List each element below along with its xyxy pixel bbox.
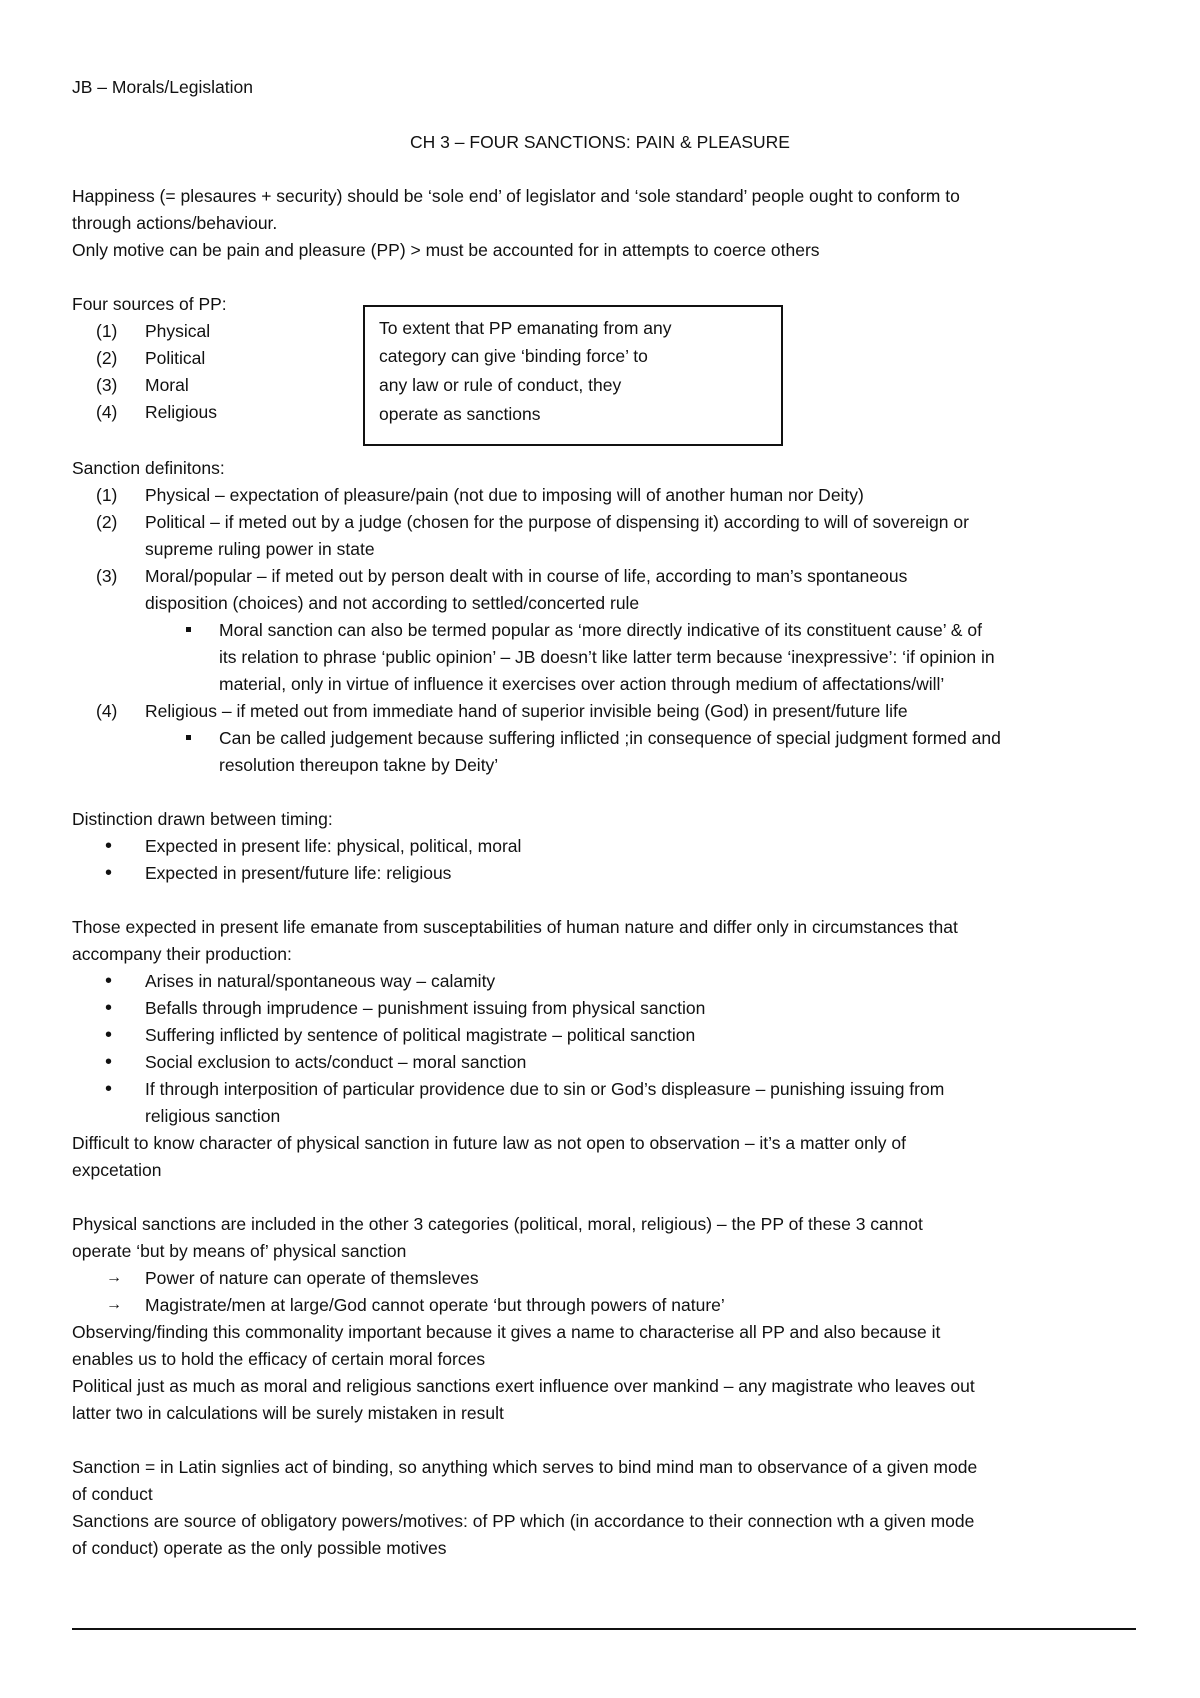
political-line-1: Political just as much as moral and religious sanctions exert influence over mankind – any magistrate who leaves out xyxy=(72,1376,975,1396)
sanction-meaning-line-3: Sanctions are source of obligatory powers/motives: of PP which (in accordance to their connection wth a given mode xyxy=(72,1511,975,1531)
callout-line-2: category can give ‘binding force’ to xyxy=(379,346,648,366)
arrow-right-icon: → xyxy=(106,1296,122,1313)
definition-physical: Physical – expectation of pleasure/pain (not due to imposing will of another human nor Deity) xyxy=(145,485,864,505)
timing-bullet-1: Expected in present life: physical, political, moral xyxy=(145,836,522,856)
religious-note-line-2: resolution thereupon takne by Deity’ xyxy=(219,755,499,775)
present-line-2: accompany their production: xyxy=(72,944,292,964)
observing-line-1: Observing/finding this commonality important because it gives a name to characterise all PP and also because it xyxy=(72,1322,941,1342)
bullet-icon: • xyxy=(105,1051,113,1073)
definition-political-line-2: supreme ruling power in state xyxy=(145,539,375,559)
difficulty-line-1: Difficult to know character of physical sanction in future law as not open to observation – it’s a matter only of xyxy=(72,1133,906,1153)
square-bullet-icon xyxy=(186,627,191,632)
callout-box xyxy=(363,305,783,446)
source-num-3: (3) xyxy=(96,375,118,395)
bullet-icon: • xyxy=(105,835,113,857)
source-item-physical: Physical xyxy=(145,321,211,341)
intro-line-3: Only motive can be pain and pleasure (PP) > must be accounted for in attempts to coerce others xyxy=(72,240,820,260)
sanction-meaning-line-2: of conduct xyxy=(72,1484,153,1504)
intro-line-1: Happiness (= plesaures + security) should be ‘sole end’ of legislator and ‘sole standard’ people ought to conform to xyxy=(72,186,960,206)
bullet-icon: • xyxy=(105,970,113,992)
document-header: JB – Morals/Legislation xyxy=(72,77,253,97)
physical-arrow-1: Power of nature can operate of themsleves xyxy=(145,1268,479,1288)
definition-num-4: (4) xyxy=(96,701,118,721)
definition-num-3: (3) xyxy=(96,566,118,586)
physical-arrow-2: Magistrate/men at large/God cannot operate ‘but through powers of nature’ xyxy=(145,1295,725,1315)
definition-moral-line-1: Moral/popular – if meted out by person dealt with in course of life, according to man’s spontaneous xyxy=(145,566,908,586)
definitions-heading: Sanction definitons: xyxy=(72,458,225,478)
bullet-icon: • xyxy=(105,1024,113,1046)
callout-line-3: any law or rule of conduct, they xyxy=(379,375,622,395)
definition-num-1: (1) xyxy=(96,485,118,505)
source-num-1: (1) xyxy=(96,321,118,341)
square-bullet-icon xyxy=(186,735,191,740)
sanction-meaning-line-4: of conduct) operate as the only possible motives xyxy=(72,1538,447,1558)
observing-line-2: enables us to hold the efficacy of certain moral forces xyxy=(72,1349,486,1369)
callout-line-4: operate as sanctions xyxy=(379,404,541,424)
bullet-icon: • xyxy=(105,1078,113,1100)
present-line-1: Those expected in present life emanate from susceptabilities of human nature and differ only in circumstances that xyxy=(72,917,958,937)
page-title: CH 3 – FOUR SANCTIONS: PAIN & PLEASURE xyxy=(410,132,790,152)
present-bullet-2: Befalls through imprudence – punishment issuing from physical sanction xyxy=(145,998,706,1018)
political-line-2: latter two in calculations will be surely mistaken in result xyxy=(72,1403,504,1423)
physical-line-2: operate ‘but by means of’ physical sanction xyxy=(72,1241,407,1261)
callout-line-1: To extent that PP emanating from any xyxy=(379,318,672,338)
present-bullet-4: Social exclusion to acts/conduct – moral sanction xyxy=(145,1052,527,1072)
timing-heading: Distinction drawn between timing: xyxy=(72,809,333,829)
sanction-meaning-line-1: Sanction = in Latin signlies act of binding, so anything which serves to bind mind man to observance of a given mode xyxy=(72,1457,978,1477)
timing-bullet-2: Expected in present/future life: religious xyxy=(145,863,452,883)
source-item-religious: Religious xyxy=(145,402,217,422)
difficulty-line-2: expcetation xyxy=(72,1160,162,1180)
source-num-4: (4) xyxy=(96,402,118,422)
religious-note-line-1: Can be called judgement because suffering inflicted ;in consequence of special judgment formed and xyxy=(219,728,1001,748)
intro-line-2: through actions/behaviour. xyxy=(72,213,278,233)
present-bullet-1: Arises in natural/spontaneous way – calamity xyxy=(145,971,496,991)
bullet-icon: • xyxy=(105,997,113,1019)
definition-moral-line-2: disposition (choices) and not according to settled/concerted rule xyxy=(145,593,640,613)
moral-note-line-3: material, only in virtue of influence it exercises over action through medium of affectations/will’ xyxy=(219,674,945,694)
moral-note-line-2: its relation to phrase ‘public opinion’ – JB doesn’t like latter term because ‘inexpressive’: ‘if opinion in xyxy=(219,647,995,667)
definition-political-line-1: Political – if meted out by a judge (chosen for the purpose of dispensing it) according to will of sovereign or xyxy=(145,512,969,532)
present-bullet-5-line-1: If through interposition of particular providence due to sin or God’s displeasure – punishing issuing from xyxy=(145,1079,945,1099)
bullet-icon: • xyxy=(105,862,113,884)
present-bullet-5-line-2: religious sanction xyxy=(145,1106,281,1126)
definition-religious: Religious – if meted out from immediate hand of superior invisible being (God) in present/future life xyxy=(145,701,908,721)
sources-heading: Four sources of PP: xyxy=(72,294,227,314)
source-item-political: Political xyxy=(145,348,206,368)
physical-line-1: Physical sanctions are included in the other 3 categories (political, moral, religious) – the PP of these 3 cannot xyxy=(72,1214,923,1234)
moral-note-line-1: Moral sanction can also be termed popular as ‘more directly indicative of its constituent cause’ & of xyxy=(219,620,982,640)
arrow-right-icon: → xyxy=(106,1269,122,1286)
present-bullet-3: Suffering inflicted by sentence of political magistrate – political sanction xyxy=(145,1025,696,1045)
source-item-moral: Moral xyxy=(145,375,189,395)
source-num-2: (2) xyxy=(96,348,118,368)
footer-divider xyxy=(72,1628,1136,1630)
definition-num-2: (2) xyxy=(96,512,118,532)
